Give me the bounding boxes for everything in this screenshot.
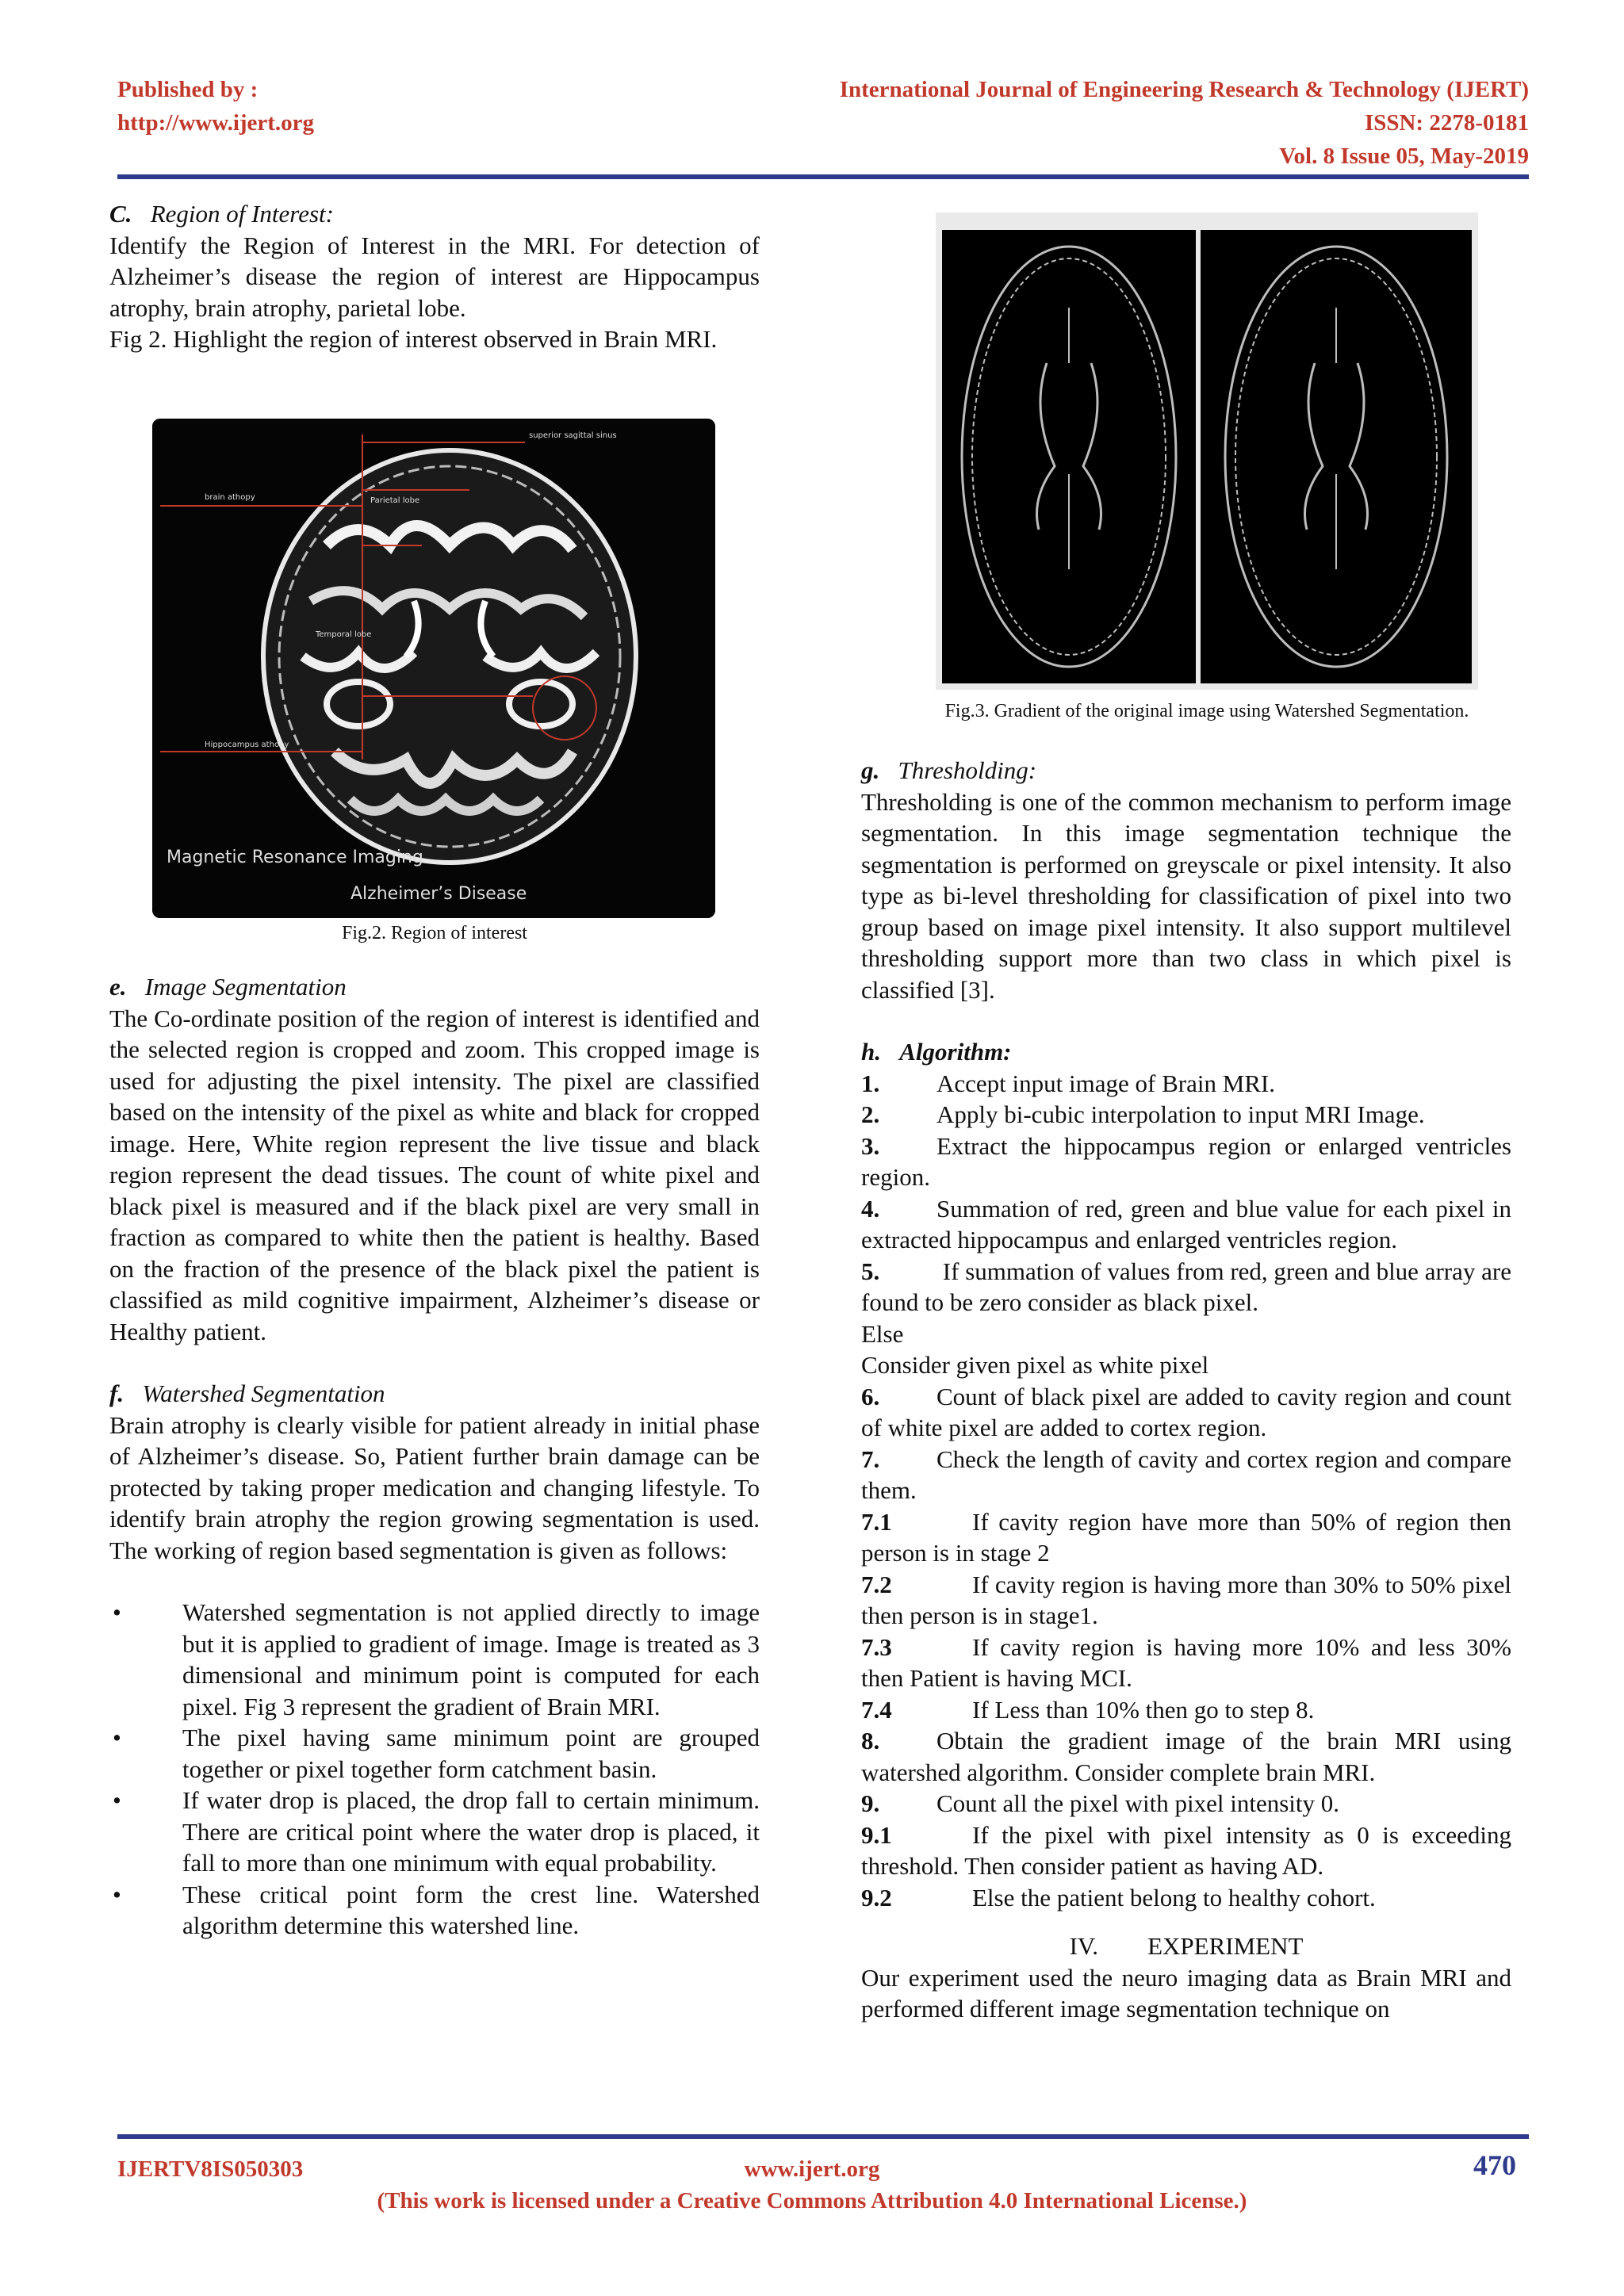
algorithm-step — [861, 1193, 1511, 1256]
step-text: Accept input image of Brain MRI. — [936, 1069, 1276, 1097]
section-g-paragraph: Thresholding is one of the common mechanism to perform image segmentation. In this image segmentation technique the segmentation is performed on greyscale or pixel intensity. It also type as bi-level thresholding for classification of pixel into two group based on image pixel intensity. It also support multilevel thresholding support more than two class in which pixel is classified [3]. — [861, 787, 1511, 1004]
figure-3-caption: Fig.3. Gradient of the original image using Watershed Segmentation. — [944, 701, 1469, 721]
step-text: If summation of values from red, green and blue array are found to be zero consider as black pixel. — [861, 1257, 1511, 1316]
algorithm-step — [861, 1820, 1511, 1882]
algorithm-step — [861, 1788, 1511, 1820]
step-text: If Less than 10% then go to step 8. — [972, 1695, 1315, 1724]
algorithm-steps — [861, 1068, 1511, 1914]
page-number: 470 — [1473, 2149, 1516, 2181]
step-text: Count of black pixel are added to cavity region and count of white pixel are added to cortex region. — [861, 1382, 1511, 1441]
step-text: Check the length of cavity and cortex region and compare them. — [861, 1445, 1511, 1504]
label-hippocampus-atrophy: Hippocampus athopy — [205, 740, 289, 749]
left-column-bottom — [109, 971, 760, 1942]
algorithm-step — [861, 1725, 1511, 1788]
step-number: 6. — [861, 1382, 880, 1410]
step-number: 7.3 — [861, 1632, 892, 1661]
step-text: Consider given pixel as white pixel — [861, 1351, 1209, 1379]
step-text: Summation of red, green and blue value for each pixel in extracted hippocampus and enlarged ventricles region. — [861, 1194, 1511, 1253]
step-text: Obtain the gradient image of the brain MRI using watershed algorithm. Consider complete brain MRI. — [861, 1727, 1511, 1786]
label-parietal-lobe: Parietal lobe — [370, 496, 420, 505]
algorithm-step — [861, 1256, 1511, 1318]
label-alzheimers: Alzheimer’s Disease — [350, 884, 527, 904]
step-number: 4. — [861, 1194, 880, 1223]
step-number: 1. — [861, 1069, 880, 1097]
figure-3-gradient-image — [936, 212, 1478, 690]
algorithm-step — [861, 1882, 1511, 1914]
algorithm-step — [861, 1444, 1511, 1506]
bullet-item: • These critical point form the crest line. Watershed algorithm determine this watershed line. — [113, 1880, 760, 1939]
step-text: Extract the hippocampus region or enlarged ventricles region. — [861, 1131, 1511, 1191]
label-mri: Magnetic Resonance Imaging — [167, 848, 423, 867]
step-text: If cavity region is having more 10% and less 30% then Patient is having MCI. — [861, 1632, 1511, 1692]
section-e-paragraph: The Co-ordinate position of the region of interest is identified and the selected region is cropped and zoom. This cropped image is used for adjusting the pixel intensity. The pixel are classified based on the intensity of the pixel as white and black for cropped image. Here, White region represent the live tissue and black region represent the dead tissues. The count of white pixel and black pixel is measured and if the black pixel are very small in fraction as compared to white then the patient is healthy. Based on the fraction of the presence of the black pixel the patient is classified as mild cognitive impairment, Alzheimer’s disease or Healthy patient. — [109, 1004, 760, 1345]
step-text: Else the patient belong to healthy cohort. — [972, 1883, 1376, 1911]
header-right — [840, 73, 1529, 173]
bullet-item: • Watershed segmentation is not applied directly to image but it is applied to gradient of image. Image is treated as 3 dimensional and minimum point is computed for each pixel. Fig 3 represent the gradient of Brain MRI. — [113, 1598, 760, 1720]
section-c-heading: C. Region of Interest: — [109, 200, 334, 228]
label-superior-sagittal-sinus: superior sagittal sinus — [529, 431, 617, 440]
step-number: 3. — [861, 1131, 880, 1160]
algorithm-step — [861, 1506, 1511, 1569]
label-temporal-lobe: Temporal lobe — [316, 630, 372, 639]
step-text: Else — [861, 1319, 904, 1348]
published-by: Published by : — [117, 77, 259, 102]
algorithm-step — [861, 1099, 1511, 1131]
step-text: If cavity region is having more than 30% to 50% pixel then person is in stage1. — [861, 1570, 1511, 1629]
footer-rule — [117, 2134, 1529, 2139]
bullet-item: • The pixel having same minimum point are grouped together or pixel together form catchment basin. — [113, 1724, 760, 1783]
section-f-heading: f. Watershed Segmentation — [109, 1380, 385, 1407]
section-h-heading: h. Algorithm: — [861, 1038, 1012, 1066]
figure-2-svg — [152, 419, 715, 918]
footer-site[interactable]: www.ijert.org — [744, 2156, 880, 2182]
algorithm-step — [861, 1349, 1511, 1381]
figure-2-mri-image — [152, 419, 715, 918]
issn: ISSN: 2278-0181 — [1364, 110, 1529, 136]
section-f-paragraph: Brain atrophy is clearly visible for patient already in initial phase of Alzheimer’s disease. So, Patient further brain damage can be protected by taking proper medication and changing lifestyle. To identify brain atrophy the region growing segmentation is used. The working of region based segmentation is given as follows: — [109, 1410, 760, 1564]
left-column-top — [109, 198, 760, 355]
step-number: 9.2 — [861, 1883, 892, 1911]
figure-2-caption: Fig.2. Region of interest — [342, 923, 527, 943]
section-c-paragraph-1: Identify the Region of Interest in the MRI. For detection of Alzheimer’s disease the region of interest are Hippocampus atrophy, brain atrophy, parietal lobe. — [109, 231, 760, 322]
figure-3-svg — [936, 212, 1478, 690]
header-left — [117, 73, 314, 140]
section-iv-paragraph: Our experiment used the neuro imaging data as Brain MRI and performed different image segmentation technique on — [861, 1963, 1511, 2022]
algorithm-step — [861, 1569, 1511, 1632]
license-note: (This work is licensed under a Creative Commons Attribution 4.0 International License.) — [377, 2188, 1247, 2214]
step-text: If the pixel with pixel intensity as 0 is exceeding threshold. Then consider patient as having AD. — [861, 1820, 1511, 1880]
algorithm-step — [861, 1318, 1511, 1350]
volume-issue: Vol. 8 Issue 05, May-2019 — [1279, 144, 1529, 169]
step-number: 8. — [861, 1727, 880, 1755]
step-number: 2. — [861, 1100, 880, 1128]
step-text: Apply bi-cubic interpolation to input MRI Image. — [936, 1100, 1425, 1128]
bullet-item: • If water drop is placed, the drop fall to certain minimum. There are critical point where the water drop is placed, it fall to more than one minimum with equal probability. — [113, 1786, 760, 1877]
label-brain-atrophy: brain athopy — [205, 493, 255, 502]
step-number: 7. — [861, 1445, 880, 1473]
step-text: If cavity region have more than 50% of region then person is in stage 2 — [861, 1507, 1511, 1567]
journal-url[interactable]: http://www.ijert.org — [117, 110, 315, 136]
section-e-heading: e. Image Segmentation — [109, 973, 347, 1001]
paper-id: IJERTV8IS050303 — [117, 2156, 304, 2182]
section-iv-heading: IV. EXPERIMENT — [1069, 1932, 1304, 1960]
header-rule — [117, 174, 1529, 179]
algorithm-step — [861, 1694, 1511, 1726]
algorithm-step — [861, 1632, 1511, 1694]
step-number: 9.1 — [861, 1820, 892, 1849]
algorithm-step — [861, 1068, 1511, 1100]
step-text: Count all the pixel with pixel intensity 0. — [936, 1789, 1340, 1817]
journal-name: International Journal of Engineering Research & Technology (IJERT) — [839, 77, 1529, 102]
step-number: 7.4 — [861, 1695, 892, 1724]
right-column — [861, 755, 1511, 2025]
step-number: 5. — [861, 1257, 880, 1285]
step-number: 7.2 — [861, 1570, 892, 1598]
step-number: 9. — [861, 1789, 880, 1817]
section-c-paragraph-2: Fig 2. Highlight the region of interest observed in Brain MRI. — [109, 325, 718, 353]
step-number: 7.1 — [861, 1507, 892, 1536]
algorithm-step — [861, 1381, 1511, 1444]
section-g-heading: g. Thresholding: — [861, 756, 1037, 784]
algorithm-step — [861, 1131, 1511, 1193]
